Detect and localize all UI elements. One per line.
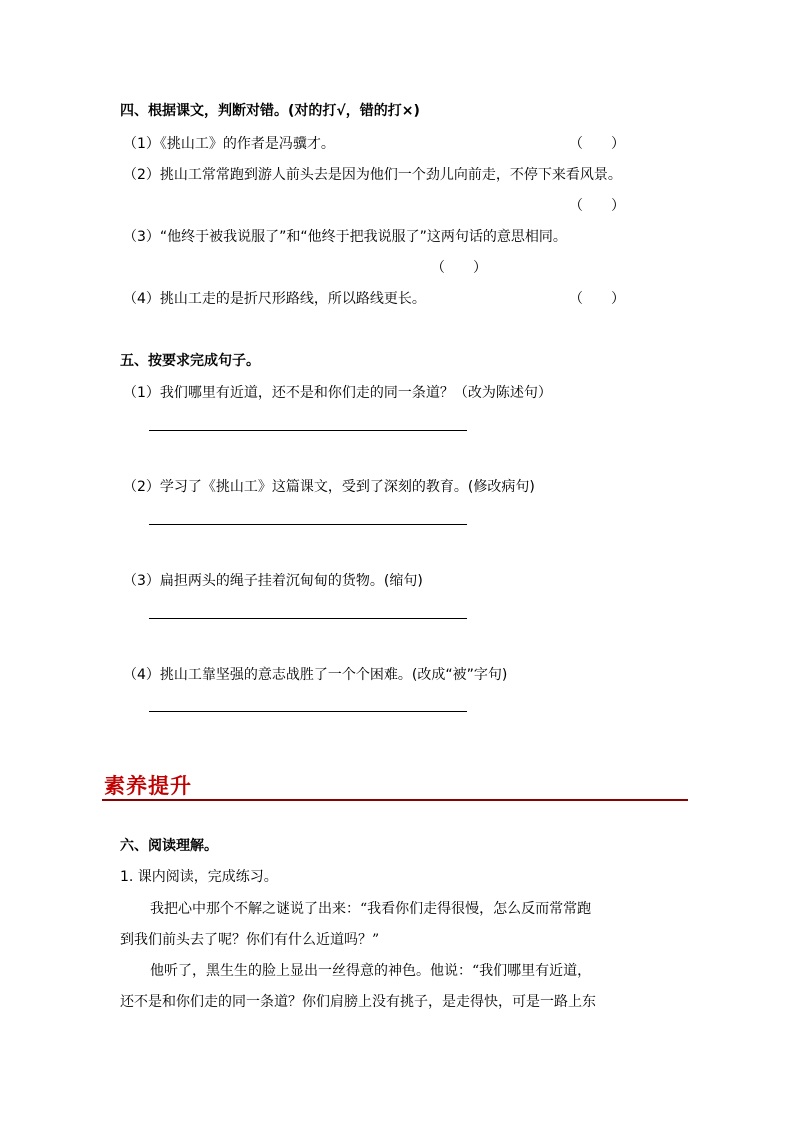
section5-title: 五、按要求完成句子。: [120, 353, 260, 369]
question-5-1: （1）我们哪里有近道，还不是和你们走的同一条道？（改为陈述句）: [123, 385, 552, 401]
answer-line-5-2[interactable]: [149, 524, 467, 525]
section6-title: 六、阅读理解。: [120, 838, 218, 854]
question-4-2: （2）挑山工常常跑到游人前头去是因为他们一个劲儿向前走，不停下来看风景。: [123, 167, 622, 183]
answer-paren-4-3[interactable]: （ ）: [431, 260, 487, 276]
answer-paren-4-2[interactable]: （ ）: [569, 198, 625, 214]
passage-line-1: 我把心中那个不解之谜说了出来：“我看你们走得很慢，怎么反而常常跑: [150, 901, 592, 917]
passage-line-3: 他听了，黑生生的脸上显出一丝得意的神色。他说：“我们哪里有近道，: [150, 963, 592, 979]
passage-line-4: 还不是和你们走的同一条道？你们肩膀上没有挑子，是走得快，可是一路上东: [120, 994, 596, 1010]
question-4-1: （1）《挑山工》的作者是冯骥才。: [123, 136, 335, 152]
answer-paren-4-1[interactable]: （ ）: [569, 136, 625, 152]
answer-line-5-1[interactable]: [149, 430, 467, 431]
question-5-2: （2）学习了《挑山工》这篇课文，受到了深刻的教育。(修改病句): [123, 479, 535, 495]
question-5-4: （4）挑山工靠坚强的意志战胜了一个个困难。(改成“被”字句): [123, 667, 508, 683]
section-banner-title: 素养提升: [104, 773, 192, 798]
answer-line-5-3[interactable]: [149, 618, 467, 619]
banner-divider: [102, 799, 688, 801]
question-5-3: （3）扁担两头的绳子挂着沉甸甸的货物。(缩句): [123, 573, 423, 589]
answer-line-5-4[interactable]: [149, 711, 467, 712]
section6-subtitle: 1. 课内阅读，完成练习。: [120, 869, 278, 885]
section4-title: 四、根据课文，判断对错。(对的打√，错的打×): [120, 103, 420, 119]
question-4-4: （4）挑山工走的是折尺形路线，所以路线更长。: [123, 291, 426, 307]
passage-line-2: 到我们前头去了呢？你们有什么近道吗？”: [120, 932, 380, 948]
answer-paren-4-4[interactable]: （ ）: [569, 291, 625, 307]
question-4-3: （3）“他终于被我说服了”和“他终于把我说服了”这两句话的意思相同。: [123, 229, 567, 245]
